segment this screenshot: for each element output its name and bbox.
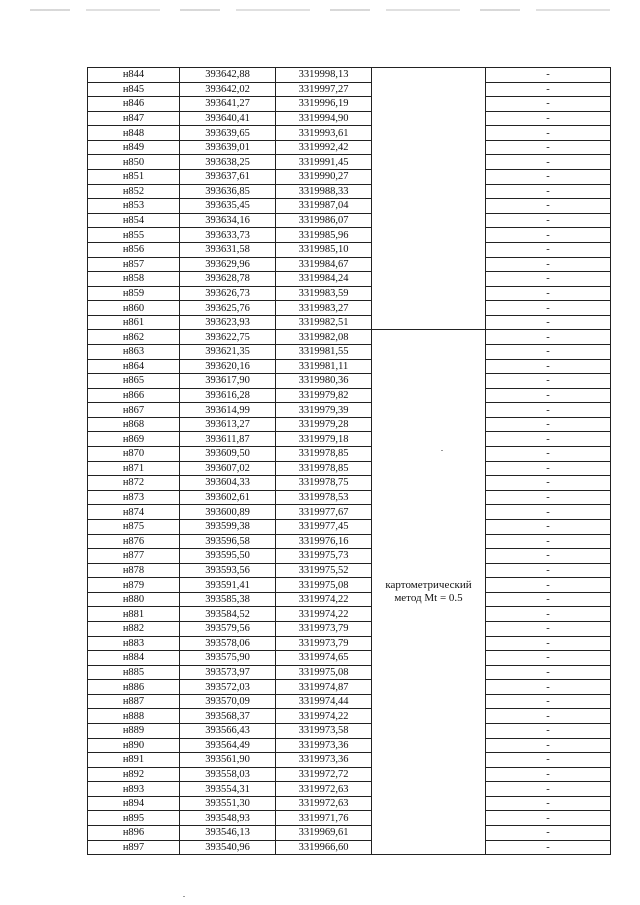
y-coordinate-cell: 3319997,27 bbox=[276, 82, 372, 97]
x-coordinate-cell: 393554,31 bbox=[180, 782, 276, 797]
x-coordinate-cell: 393641,27 bbox=[180, 97, 276, 112]
note-cell: - bbox=[486, 403, 611, 418]
x-coordinate-cell: 393596,58 bbox=[180, 534, 276, 549]
point-id-cell: н895 bbox=[88, 811, 180, 826]
point-id-cell: н894 bbox=[88, 796, 180, 811]
table-row bbox=[88, 170, 611, 185]
table-row bbox=[88, 840, 611, 855]
y-coordinate-cell: 3319966,60 bbox=[276, 840, 372, 855]
scan-header-artifact bbox=[30, 9, 620, 11]
y-coordinate-cell: 3319979,28 bbox=[276, 417, 372, 432]
point-id-cell: н856 bbox=[88, 242, 180, 257]
point-id-cell: н864 bbox=[88, 359, 180, 374]
x-coordinate-cell: 393604,33 bbox=[180, 476, 276, 491]
note-cell: - bbox=[486, 811, 611, 826]
y-coordinate-cell: 3319982,51 bbox=[276, 315, 372, 330]
y-coordinate-cell: 3319983,59 bbox=[276, 286, 372, 301]
x-coordinate-cell: 393638,25 bbox=[180, 155, 276, 170]
note-cell: - bbox=[486, 126, 611, 141]
point-id-cell: н896 bbox=[88, 826, 180, 841]
y-coordinate-cell: 3319973,36 bbox=[276, 738, 372, 753]
note-cell: - bbox=[486, 505, 611, 520]
point-id-cell: н854 bbox=[88, 213, 180, 228]
x-coordinate-cell: 393622,75 bbox=[180, 330, 276, 345]
x-coordinate-cell: 393548,93 bbox=[180, 811, 276, 826]
note-cell: - bbox=[486, 840, 611, 855]
note-cell: - bbox=[486, 286, 611, 301]
table-row bbox=[88, 621, 611, 636]
point-id-cell: н862 bbox=[88, 330, 180, 345]
y-coordinate-cell: 3319992,42 bbox=[276, 140, 372, 155]
note-cell: - bbox=[486, 826, 611, 841]
table-row bbox=[88, 242, 611, 257]
point-id-cell: н879 bbox=[88, 578, 180, 593]
table-row bbox=[88, 724, 611, 739]
y-coordinate-cell: 3319974,22 bbox=[276, 607, 372, 622]
note-cell: - bbox=[486, 592, 611, 607]
table-row bbox=[88, 767, 611, 782]
x-coordinate-cell: 393593,56 bbox=[180, 563, 276, 578]
x-coordinate-cell: 393631,58 bbox=[180, 242, 276, 257]
x-coordinate-cell: 393540,96 bbox=[180, 840, 276, 855]
x-coordinate-cell: 393633,73 bbox=[180, 228, 276, 243]
x-coordinate-cell: 393616,28 bbox=[180, 388, 276, 403]
x-coordinate-cell: 393568,37 bbox=[180, 709, 276, 724]
y-coordinate-cell: 3319973,36 bbox=[276, 753, 372, 768]
y-coordinate-cell: 3319984,67 bbox=[276, 257, 372, 272]
table-row bbox=[88, 82, 611, 97]
y-coordinate-cell: 3319975,08 bbox=[276, 665, 372, 680]
note-cell: - bbox=[486, 724, 611, 739]
y-coordinate-cell: 3319972,63 bbox=[276, 782, 372, 797]
table-row bbox=[88, 155, 611, 170]
method-cell-empty bbox=[372, 68, 486, 330]
point-id-cell: н881 bbox=[88, 607, 180, 622]
point-id-cell: н851 bbox=[88, 170, 180, 185]
point-id-cell: н844 bbox=[88, 68, 180, 83]
point-id-cell: н888 bbox=[88, 709, 180, 724]
point-id-cell: н855 bbox=[88, 228, 180, 243]
x-coordinate-cell: 393570,09 bbox=[180, 694, 276, 709]
y-coordinate-cell: 3319973,58 bbox=[276, 724, 372, 739]
note-cell: - bbox=[486, 170, 611, 185]
y-coordinate-cell: 3319978,75 bbox=[276, 476, 372, 491]
note-cell: - bbox=[486, 519, 611, 534]
note-cell: - bbox=[486, 213, 611, 228]
x-coordinate-cell: 393620,16 bbox=[180, 359, 276, 374]
x-coordinate-cell: 393595,50 bbox=[180, 549, 276, 564]
table-row bbox=[88, 490, 611, 505]
note-cell: - bbox=[486, 782, 611, 797]
table-row bbox=[88, 330, 611, 345]
x-coordinate-cell: 393561,90 bbox=[180, 753, 276, 768]
note-cell: - bbox=[486, 242, 611, 257]
table-row bbox=[88, 782, 611, 797]
point-id-cell: н858 bbox=[88, 272, 180, 287]
point-id-cell: н876 bbox=[88, 534, 180, 549]
point-id-cell: н893 bbox=[88, 782, 180, 797]
table-row bbox=[88, 359, 611, 374]
table-row bbox=[88, 651, 611, 666]
x-coordinate-cell: 393599,38 bbox=[180, 519, 276, 534]
method-accuracy: метод Mt = 0.5 bbox=[394, 592, 463, 605]
table-row bbox=[88, 403, 611, 418]
y-coordinate-cell: 3319984,24 bbox=[276, 272, 372, 287]
point-id-cell: н891 bbox=[88, 753, 180, 768]
y-coordinate-cell: 3319981,55 bbox=[276, 344, 372, 359]
point-id-cell: н882 bbox=[88, 621, 180, 636]
point-id-cell: н875 bbox=[88, 519, 180, 534]
note-cell: - bbox=[486, 199, 611, 214]
note-cell: - bbox=[486, 578, 611, 593]
note-cell: - bbox=[486, 665, 611, 680]
table-row bbox=[88, 272, 611, 287]
x-coordinate-cell: 393591,41 bbox=[180, 578, 276, 593]
y-coordinate-cell: 3319974,22 bbox=[276, 709, 372, 724]
y-coordinate-cell: 3319983,27 bbox=[276, 301, 372, 316]
y-coordinate-cell: 3319991,45 bbox=[276, 155, 372, 170]
note-cell: - bbox=[486, 680, 611, 695]
y-coordinate-cell: 3319979,18 bbox=[276, 432, 372, 447]
x-coordinate-cell: 393637,61 bbox=[180, 170, 276, 185]
table-row bbox=[88, 694, 611, 709]
scan-speck bbox=[441, 450, 443, 451]
note-cell: - bbox=[486, 651, 611, 666]
point-id-cell: н847 bbox=[88, 111, 180, 126]
table-row bbox=[88, 111, 611, 126]
point-id-cell: н848 bbox=[88, 126, 180, 141]
table-row bbox=[88, 388, 611, 403]
point-id-cell: н852 bbox=[88, 184, 180, 199]
y-coordinate-cell: 3319977,67 bbox=[276, 505, 372, 520]
point-id-cell: н877 bbox=[88, 549, 180, 564]
y-coordinate-cell: 3319976,16 bbox=[276, 534, 372, 549]
y-coordinate-cell: 3319979,82 bbox=[276, 388, 372, 403]
point-id-cell: н866 bbox=[88, 388, 180, 403]
x-coordinate-cell: 393558,03 bbox=[180, 767, 276, 782]
table-row bbox=[88, 199, 611, 214]
note-cell: - bbox=[486, 447, 611, 462]
note-cell: - bbox=[486, 388, 611, 403]
table-row bbox=[88, 286, 611, 301]
note-cell: - bbox=[486, 344, 611, 359]
note-cell: - bbox=[486, 315, 611, 330]
x-coordinate-cell: 393639,01 bbox=[180, 140, 276, 155]
table-row bbox=[88, 476, 611, 491]
note-cell: - bbox=[486, 272, 611, 287]
x-coordinate-cell: 393640,41 bbox=[180, 111, 276, 126]
note-cell: - bbox=[486, 767, 611, 782]
x-coordinate-cell: 393614,99 bbox=[180, 403, 276, 418]
point-id-cell: н874 bbox=[88, 505, 180, 520]
table-row bbox=[88, 126, 611, 141]
point-id-cell: н870 bbox=[88, 447, 180, 462]
table-row bbox=[88, 432, 611, 447]
y-coordinate-cell: 3319975,73 bbox=[276, 549, 372, 564]
x-coordinate-cell: 393564,49 bbox=[180, 738, 276, 753]
note-cell: - bbox=[486, 490, 611, 505]
point-id-cell: н886 bbox=[88, 680, 180, 695]
table-row bbox=[88, 753, 611, 768]
note-cell: - bbox=[486, 753, 611, 768]
table-row bbox=[88, 578, 611, 593]
y-coordinate-cell: 3319993,61 bbox=[276, 126, 372, 141]
point-id-cell: н853 bbox=[88, 199, 180, 214]
y-coordinate-cell: 3319972,72 bbox=[276, 767, 372, 782]
table-row bbox=[88, 447, 611, 462]
note-cell: - bbox=[486, 111, 611, 126]
x-coordinate-cell: 393629,96 bbox=[180, 257, 276, 272]
x-coordinate-cell: 393607,02 bbox=[180, 461, 276, 476]
note-cell: - bbox=[486, 374, 611, 389]
point-id-cell: н873 bbox=[88, 490, 180, 505]
point-id-cell: н845 bbox=[88, 82, 180, 97]
point-id-cell: н850 bbox=[88, 155, 180, 170]
y-coordinate-cell: 3319985,10 bbox=[276, 242, 372, 257]
point-id-cell: н860 bbox=[88, 301, 180, 316]
y-coordinate-cell: 3319974,87 bbox=[276, 680, 372, 695]
y-coordinate-cell: 3319987,04 bbox=[276, 199, 372, 214]
y-coordinate-cell: 3319974,22 bbox=[276, 592, 372, 607]
x-coordinate-cell: 393635,45 bbox=[180, 199, 276, 214]
table-row bbox=[88, 709, 611, 724]
note-cell: - bbox=[486, 257, 611, 272]
point-id-cell: н871 bbox=[88, 461, 180, 476]
y-coordinate-cell: 3319980,36 bbox=[276, 374, 372, 389]
table-row bbox=[88, 374, 611, 389]
point-id-cell: н869 bbox=[88, 432, 180, 447]
point-id-cell: н889 bbox=[88, 724, 180, 739]
table-row bbox=[88, 534, 611, 549]
note-cell: - bbox=[486, 184, 611, 199]
note-cell: - bbox=[486, 738, 611, 753]
x-coordinate-cell: 393621,35 bbox=[180, 344, 276, 359]
point-id-cell: н885 bbox=[88, 665, 180, 680]
y-coordinate-cell: 3319988,33 bbox=[276, 184, 372, 199]
table-row bbox=[88, 97, 611, 112]
y-coordinate-cell: 3319982,08 bbox=[276, 330, 372, 345]
note-cell: - bbox=[486, 155, 611, 170]
table-row bbox=[88, 140, 611, 155]
table-row bbox=[88, 417, 611, 432]
table-row bbox=[88, 811, 611, 826]
x-coordinate-cell: 393573,97 bbox=[180, 665, 276, 680]
table-row bbox=[88, 213, 611, 228]
table-row bbox=[88, 228, 611, 243]
point-id-cell: н867 bbox=[88, 403, 180, 418]
point-id-cell: н890 bbox=[88, 738, 180, 753]
table-row bbox=[88, 796, 611, 811]
x-coordinate-cell: 393600,89 bbox=[180, 505, 276, 520]
note-cell: - bbox=[486, 97, 611, 112]
method-name: картометрический bbox=[385, 579, 472, 592]
note-cell: - bbox=[486, 140, 611, 155]
x-coordinate-cell: 393628,78 bbox=[180, 272, 276, 287]
x-coordinate-cell: 393585,38 bbox=[180, 592, 276, 607]
x-coordinate-cell: 393575,90 bbox=[180, 651, 276, 666]
note-cell: - bbox=[486, 228, 611, 243]
note-cell: - bbox=[486, 68, 611, 83]
x-coordinate-cell: 393634,16 bbox=[180, 213, 276, 228]
method-cell bbox=[372, 330, 486, 855]
point-id-cell: н846 bbox=[88, 97, 180, 112]
y-coordinate-cell: 3319973,79 bbox=[276, 636, 372, 651]
x-coordinate-cell: 393617,90 bbox=[180, 374, 276, 389]
table-row bbox=[88, 184, 611, 199]
note-cell: - bbox=[486, 549, 611, 564]
table-row bbox=[88, 257, 611, 272]
point-id-cell: н878 bbox=[88, 563, 180, 578]
x-coordinate-cell: 393613,27 bbox=[180, 417, 276, 432]
x-coordinate-cell: 393602,61 bbox=[180, 490, 276, 505]
x-coordinate-cell: 393636,85 bbox=[180, 184, 276, 199]
point-id-cell: н865 bbox=[88, 374, 180, 389]
x-coordinate-cell: 393623,93 bbox=[180, 315, 276, 330]
y-coordinate-cell: 3319978,85 bbox=[276, 461, 372, 476]
y-coordinate-cell: 3319986,07 bbox=[276, 213, 372, 228]
note-cell: - bbox=[486, 461, 611, 476]
x-coordinate-cell: 393611,87 bbox=[180, 432, 276, 447]
coordinates-table bbox=[87, 67, 611, 855]
x-coordinate-cell: 393626,73 bbox=[180, 286, 276, 301]
x-coordinate-cell: 393566,43 bbox=[180, 724, 276, 739]
table-row bbox=[88, 549, 611, 564]
y-coordinate-cell: 3319990,27 bbox=[276, 170, 372, 185]
note-cell: - bbox=[486, 359, 611, 374]
point-id-cell: н857 bbox=[88, 257, 180, 272]
note-cell: - bbox=[486, 563, 611, 578]
table-row bbox=[88, 680, 611, 695]
table-row bbox=[88, 68, 611, 83]
x-coordinate-cell: 393578,06 bbox=[180, 636, 276, 651]
y-coordinate-cell: 3319996,19 bbox=[276, 97, 372, 112]
table-row bbox=[88, 826, 611, 841]
y-coordinate-cell: 3319971,76 bbox=[276, 811, 372, 826]
x-coordinate-cell: 393642,88 bbox=[180, 68, 276, 83]
x-coordinate-cell: 393572,03 bbox=[180, 680, 276, 695]
y-coordinate-cell: 3319978,53 bbox=[276, 490, 372, 505]
note-cell: - bbox=[486, 636, 611, 651]
x-coordinate-cell: 393642,02 bbox=[180, 82, 276, 97]
point-id-cell: н849 bbox=[88, 140, 180, 155]
point-id-cell: н872 bbox=[88, 476, 180, 491]
point-id-cell: н868 bbox=[88, 417, 180, 432]
note-cell: - bbox=[486, 694, 611, 709]
point-id-cell: н883 bbox=[88, 636, 180, 651]
note-cell: - bbox=[486, 330, 611, 345]
note-cell: - bbox=[486, 417, 611, 432]
y-coordinate-cell: 3319974,65 bbox=[276, 651, 372, 666]
point-id-cell: н884 bbox=[88, 651, 180, 666]
y-coordinate-cell: 3319975,52 bbox=[276, 563, 372, 578]
note-cell: - bbox=[486, 432, 611, 447]
x-coordinate-cell: 393609,50 bbox=[180, 447, 276, 462]
note-cell: - bbox=[486, 82, 611, 97]
table-row bbox=[88, 563, 611, 578]
y-coordinate-cell: 3319978,85 bbox=[276, 447, 372, 462]
note-cell: - bbox=[486, 534, 611, 549]
point-id-cell: н892 bbox=[88, 767, 180, 782]
y-coordinate-cell: 3319981,11 bbox=[276, 359, 372, 374]
scan-speck bbox=[183, 896, 185, 897]
y-coordinate-cell: 3319985,96 bbox=[276, 228, 372, 243]
x-coordinate-cell: 393551,30 bbox=[180, 796, 276, 811]
note-cell: - bbox=[486, 607, 611, 622]
table-row bbox=[88, 519, 611, 534]
table-row bbox=[88, 665, 611, 680]
y-coordinate-cell: 3319977,45 bbox=[276, 519, 372, 534]
note-cell: - bbox=[486, 621, 611, 636]
x-coordinate-cell: 393584,52 bbox=[180, 607, 276, 622]
y-coordinate-cell: 3319994,90 bbox=[276, 111, 372, 126]
table-row bbox=[88, 607, 611, 622]
y-coordinate-cell: 3319974,44 bbox=[276, 694, 372, 709]
y-coordinate-cell: 3319973,79 bbox=[276, 621, 372, 636]
y-coordinate-cell: 3319975,08 bbox=[276, 578, 372, 593]
table-row bbox=[88, 592, 611, 607]
table-row bbox=[88, 301, 611, 316]
point-id-cell: н880 bbox=[88, 592, 180, 607]
y-coordinate-cell: 3319972,63 bbox=[276, 796, 372, 811]
note-cell: - bbox=[486, 476, 611, 491]
point-id-cell: н897 bbox=[88, 840, 180, 855]
table-row bbox=[88, 461, 611, 476]
point-id-cell: н861 bbox=[88, 315, 180, 330]
y-coordinate-cell: 3319998,13 bbox=[276, 68, 372, 83]
x-coordinate-cell: 393579,56 bbox=[180, 621, 276, 636]
point-id-cell: н859 bbox=[88, 286, 180, 301]
point-id-cell: н887 bbox=[88, 694, 180, 709]
coordinates-table-body bbox=[88, 68, 611, 855]
note-cell: - bbox=[486, 709, 611, 724]
y-coordinate-cell: 3319969,61 bbox=[276, 826, 372, 841]
table-row bbox=[88, 636, 611, 651]
x-coordinate-cell: 393625,76 bbox=[180, 301, 276, 316]
y-coordinate-cell: 3319979,39 bbox=[276, 403, 372, 418]
point-id-cell: н863 bbox=[88, 344, 180, 359]
note-cell: - bbox=[486, 301, 611, 316]
table-row bbox=[88, 344, 611, 359]
x-coordinate-cell: 393546,13 bbox=[180, 826, 276, 841]
table-row bbox=[88, 505, 611, 520]
note-cell: - bbox=[486, 796, 611, 811]
table-row bbox=[88, 738, 611, 753]
table-row bbox=[88, 315, 611, 330]
x-coordinate-cell: 393639,65 bbox=[180, 126, 276, 141]
